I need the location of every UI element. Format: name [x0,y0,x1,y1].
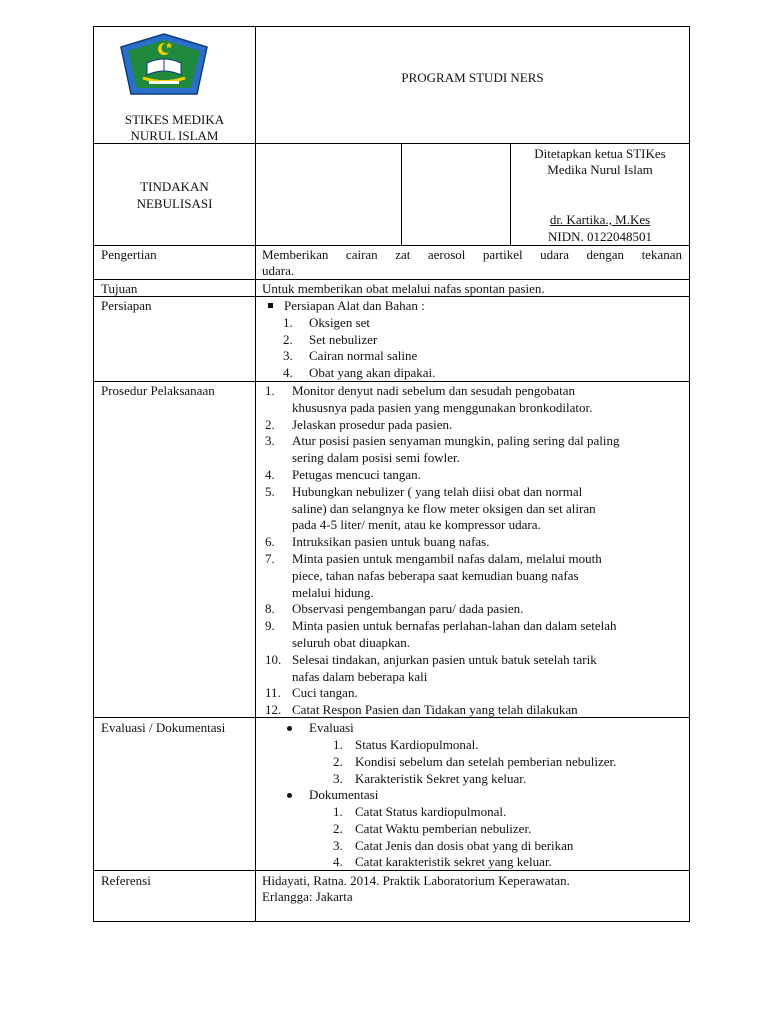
tujuan-text: Untuk memberikan obat melalui nafas spontan pasien. [262,281,545,296]
prosedur-line: saline) dan selangnya ke flow meter oksigen dan set aliran [292,500,596,516]
label-pengertian: Pengertian [101,247,157,262]
list-number: 3. [333,837,343,853]
square-bullet-icon [268,303,273,308]
list-number: 3. [265,433,275,449]
list-number: 4. [265,467,275,482]
prosedur-line: Selesai tindakan, anjurkan pasien untuk batuk setelah tarik [292,651,597,667]
prosedur-line: Cuci tangan. [292,685,358,701]
prosedur-line: sering dalam posisi semi fowler. [292,450,460,466]
evaluasi-item: Kondisi sebelum dan setelah pemberian nebulizer. [355,753,617,769]
label-evaluasi: Evaluasi / Dokumentasi [101,720,226,735]
prosedur-line: Jelaskan prosedur pada pasien. [292,416,453,432]
prosedur-line: pada 4-5 liter/ menit, atau ke kompressor udara. [292,517,541,533]
list-number: 6. [265,534,275,550]
prosedur-line: piece, tahan nafas beberapa saat kemudian buang nafas [292,567,579,583]
persiapan-item: Cairan normal saline [309,348,418,363]
list-number: 1. [333,804,343,819]
list-number: 2. [265,416,275,432]
label-referensi: Referensi [101,873,151,888]
list-number: 10. [265,651,282,667]
prosedur-line: nafas dalam beberapa kali [292,668,428,684]
list-number: 2. [283,331,293,347]
dokumentasi-item: Catat karakteristik sekret yang keluar. [355,854,552,870]
list-number: 7. [265,551,275,566]
list-number: 1. [333,737,343,752]
prosedur-line: melalui hidung. [292,584,374,600]
institution-logo-icon [119,33,209,95]
signer-nidn: NIDN. 0122048501 [548,229,652,244]
dokumentasi-item: Catat Jenis dan dosis obat yang di berikan [355,837,574,853]
approval-line1: Ditetapkan ketua STIKes [534,146,666,161]
label-persiapan: Persiapan [101,298,152,313]
prosedur-line: Atur posisi pasien senyaman mungkin, paling sering dal paling [292,433,620,449]
persiapan-item: Obat yang akan dipakai. [309,364,436,380]
sop-title-line2: NEBULISASI [136,196,213,211]
institution-name-line1: STIKES MEDIKA [124,112,225,127]
dokumentasi-item: Catat Status kardiopulmonal. [355,804,507,819]
sop-title-line1: TINDAKAN [140,179,209,194]
pengertian-text-line2: udara. [262,263,295,278]
prosedur-line: Monitor denyut nadi sebelum dan sesudah pengobatan [292,383,576,398]
prosedur-line: Minta pasien untuk bernafas perlahan-lahan dan dalam setelah [292,618,617,634]
evaluasi-item: Karakteristik Sekret yang keluar. [355,770,527,786]
prosedur-line: Catat Respon Pasien dan Tidakan yang telah dilakukan [292,702,578,718]
bullet-icon [287,793,292,798]
list-number: 3. [283,348,293,363]
bullet-icon [287,726,292,731]
evaluasi-group-title: Evaluasi [309,720,354,735]
dokumentasi-item: Catat Waktu pemberian nebulizer. [355,820,532,836]
prosedur-line: Minta pasien untuk mengambil nafas dalam, melalui mouth [292,551,602,566]
list-number: 11. [265,685,281,701]
list-number: 1. [265,383,275,398]
list-number: 5. [265,483,275,499]
list-number: 2. [333,820,343,836]
program-title: PROGRAM STUDI NERS [401,70,544,85]
approval-line2: Medika Nurul Islam [547,162,653,177]
list-number: 8. [265,601,275,617]
referensi-line1: Hidayati, Ratna. 2014. Praktik Laboratorium Keperawatan. [262,873,570,888]
list-number: 1. [283,315,293,330]
dokumentasi-group-title: Dokumentasi [309,787,379,802]
list-number: 2. [333,753,343,769]
signer-name: dr. Kartika., M.Kes [549,212,651,227]
prosedur-line: Observasi pengembangan paru/ dada pasien. [292,601,524,617]
persiapan-item: Oksigen set [309,315,371,330]
prosedur-line: khususnya pada pasien yang menggunakan bronkodilator. [292,399,593,415]
pengertian-text-line1: Memberikan cairan zat aerosol partikel udara dengan tekanan [262,247,682,262]
persiapan-item: Set nebulizer [309,331,378,347]
prosedur-line: Petugas mencuci tangan. [292,467,421,482]
list-number: 4. [283,364,293,380]
persiapan-heading: Persiapan Alat dan Bahan : [284,298,425,313]
list-number: 3. [333,770,343,786]
prosedur-line: seluruh obat diuapkan. [292,635,411,650]
list-number: 9. [265,618,275,634]
institution-name-line2: NURUL ISLAM [130,128,219,143]
referensi-line2: Erlangga: Jakarta [262,889,353,904]
prosedur-line: Intruksikan pasien untuk buang nafas. [292,534,490,550]
list-number: 4. [333,854,343,870]
label-tujuan: Tujuan [101,281,138,296]
list-number: 12. [265,702,282,718]
label-prosedur: Prosedur Pelaksanaan [101,383,215,398]
evaluasi-item: Status Kardiopulmonal. [355,737,479,752]
prosedur-line: Hubungkan nebulizer ( yang telah diisi obat dan normal [292,483,583,499]
